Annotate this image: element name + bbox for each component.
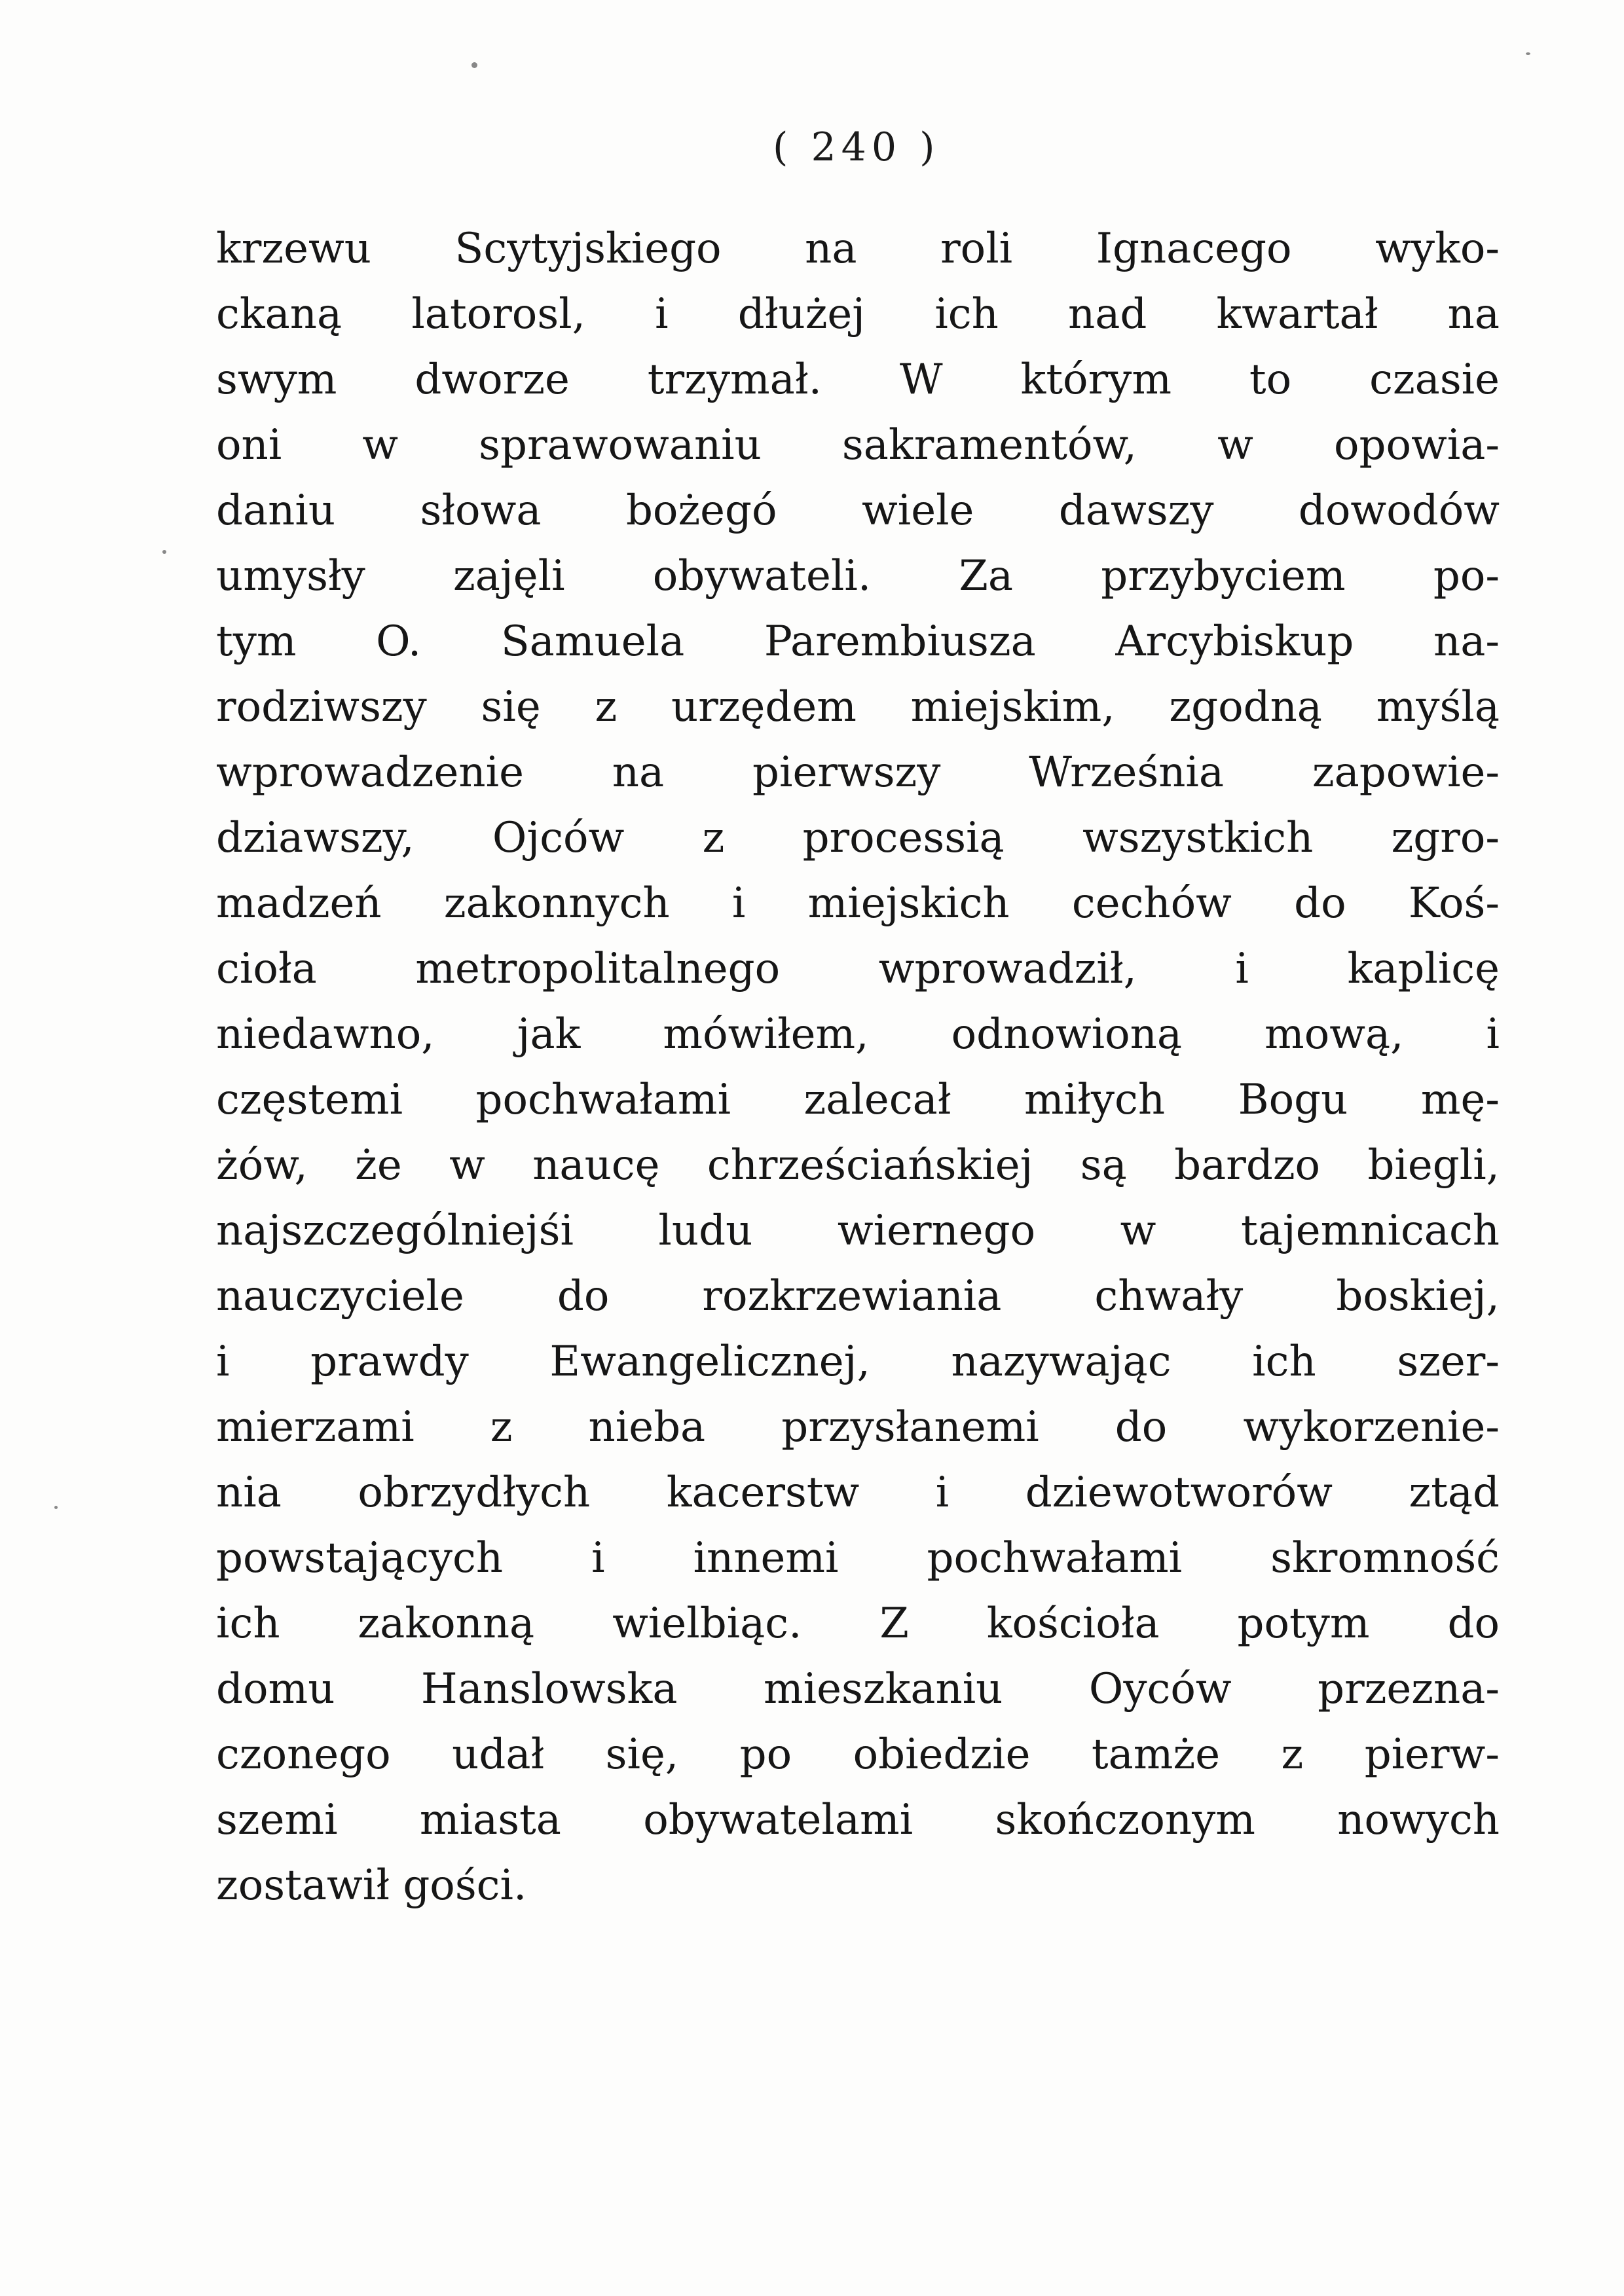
text-line: szemi miasta obywatelami skończonym nowych — [216, 1796, 1500, 1844]
text-line: niedawno, jak mówiłem, odnowioną mową, i — [216, 1010, 1500, 1059]
text-line: oni w sprawowaniu sakramentów, w opowia- — [216, 421, 1500, 469]
text-line: swym dworze trzymał. W którym to czasie — [216, 355, 1500, 404]
body-text — [216, 216, 1500, 1918]
text-line: częstemi pochwałami zalecał miłych Bogu mę- — [216, 1076, 1500, 1124]
text-line: tym O. Samuela Parembiusza Arcybiskup na- — [216, 617, 1500, 666]
text-line: wprowadzenie na pierwszy Września zapowie- — [216, 748, 1500, 797]
text-line: ich zakonną wielbiąc. Z kościoła potym do — [216, 1599, 1500, 1648]
text-line: ckaną latorosl, i dłużej ich nad kwartał na — [216, 290, 1500, 338]
text-line: rodziwszy się z urzędem miejskim, zgodną myślą — [216, 683, 1500, 731]
text-line: nia obrzydłych kacerstw i dziewotworów ztąd — [216, 1468, 1500, 1517]
text-line: czonego udał się, po obiedzie tamże z pierw- — [216, 1730, 1500, 1779]
ink-speck — [1526, 52, 1530, 55]
text-line: mierzami z nieba przysłanemi do wykorzenie- — [216, 1403, 1500, 1451]
text-line: madzeń zakonnych i miejskich cechów do Koś- — [216, 879, 1500, 928]
ink-speck — [471, 62, 477, 68]
text-line: żów, że w naucę chrześciańskiej są bardzo biegli, — [216, 1141, 1500, 1190]
text-line: umysły zajęli obywateli. Za przybyciem po- — [216, 552, 1500, 600]
text-line: powstających i innemi pochwałami skromność — [216, 1534, 1500, 1582]
text-line: dziawszy, Ojców z processią wszystkich zgro- — [216, 814, 1500, 862]
text-line: nauczyciele do rozkrzewiania chwały boskiej, — [216, 1272, 1500, 1321]
ink-speck — [162, 550, 166, 554]
ink-speck — [54, 1506, 58, 1509]
text-line: zostawił gości. — [216, 1861, 527, 1910]
page-number: ( 240 ) — [773, 124, 940, 170]
text-line: najszczególniejśi ludu wiernego w tajemnicach — [216, 1207, 1500, 1255]
text-line: domu Hanslowska mieszkaniu Oyców przezna- — [216, 1665, 1500, 1713]
text-line: cioła metropolitalnego wprowadził, i kaplicę — [216, 945, 1500, 993]
text-line: i prawdy Ewangelicznej, nazywając ich szer- — [216, 1338, 1500, 1386]
text-line: daniu słowa bożegó wiele dawszy dowodów — [216, 486, 1500, 535]
text-line: krzewu Scytyjskiego na roli Ignacego wyko- — [216, 225, 1500, 273]
